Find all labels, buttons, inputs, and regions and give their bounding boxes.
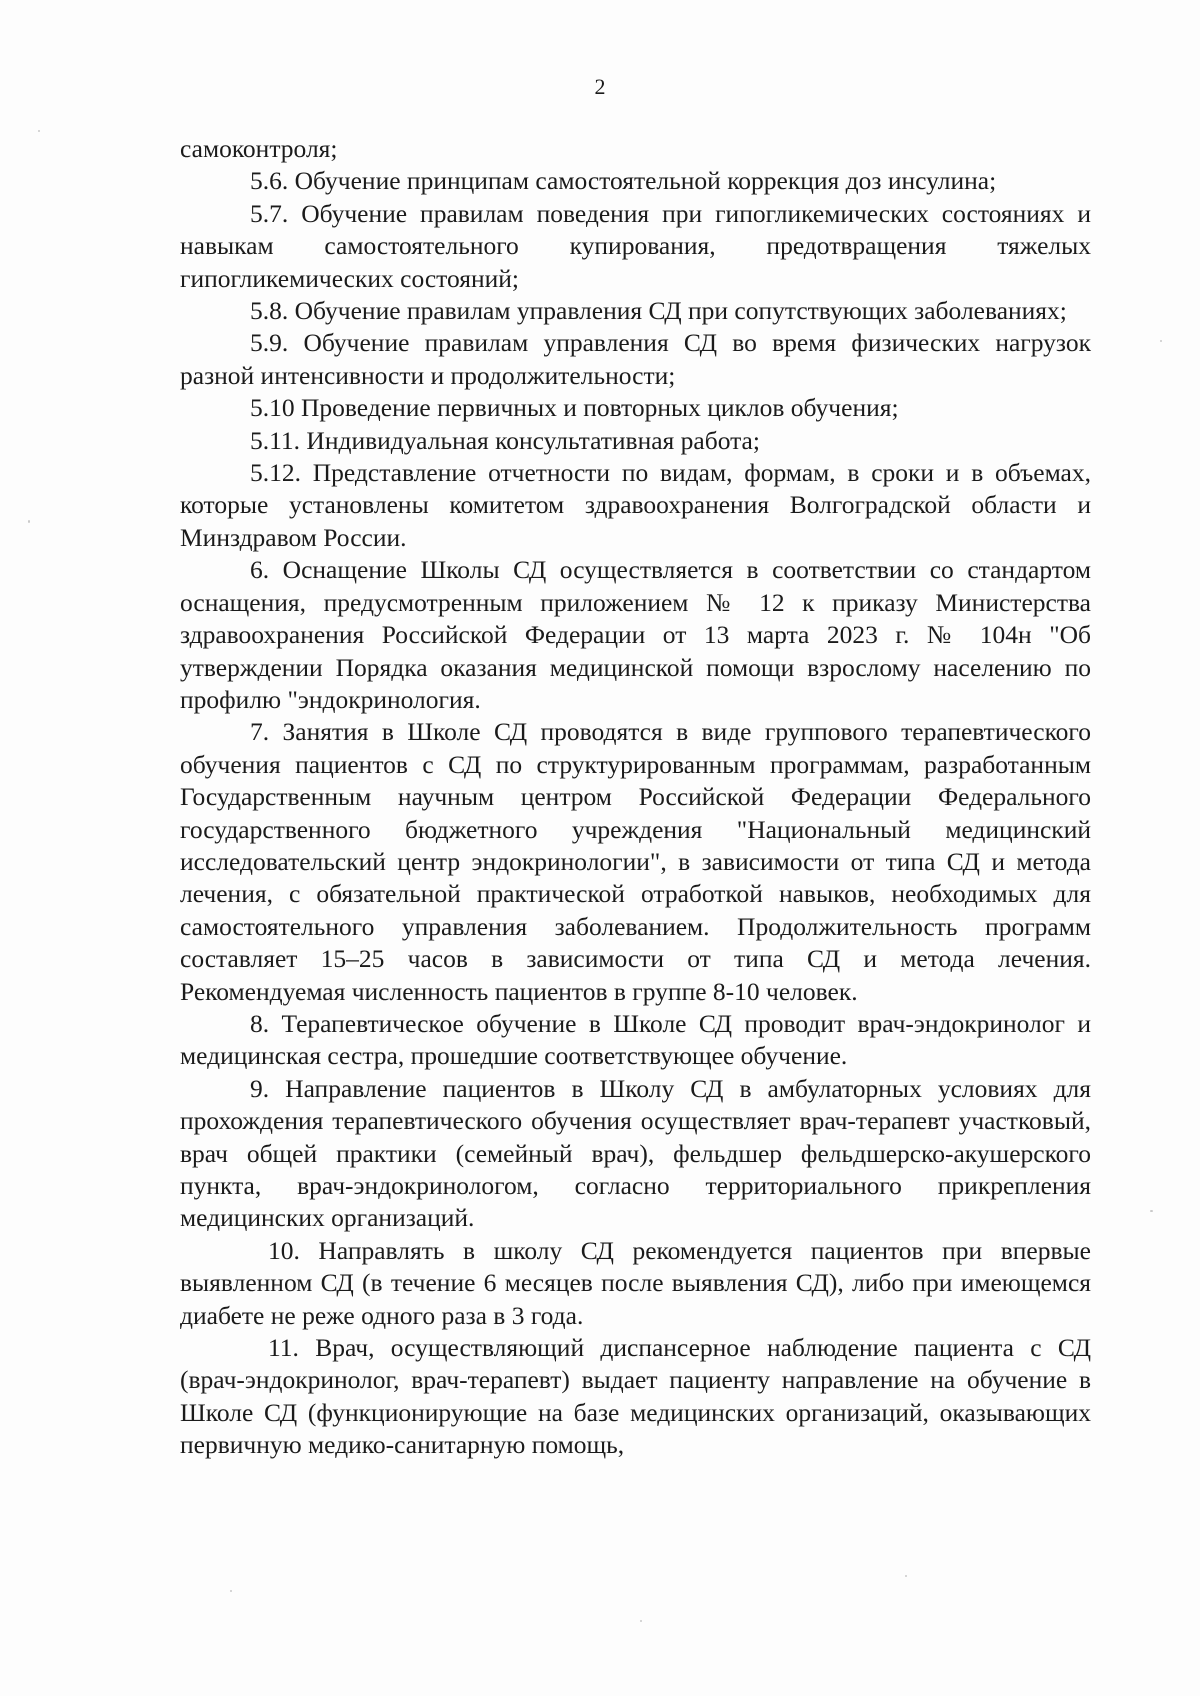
paragraph-10: 10. Направлять в школу СД рекомендуется пациентов при впервые выявленном СД (в течение 6 месяцев после выявления СД), либо при имеющемся диабете не реже одного раза в 3 года. (180, 1235, 1091, 1330)
document-body (180, 133, 1091, 1462)
scan-speck (1160, 340, 1162, 342)
scan-speck (28, 520, 30, 523)
paragraph-5-10: 5.10 Проведение первичных и повторных циклов обучения; (250, 393, 899, 423)
paragraph-5-11: 5.11. Индивидуальная консультативная работа; (250, 425, 760, 455)
paragraph-9: 9. Направление пациентов в Школу СД в амбулаторных условиях для прохождения терапевтического обучения осуществляет врач-терапевт участковый, врач общей практики (семейный врач), фельдшер фельдшерско-акушерского пункта, врач-эндокринологом, согласно территориального прикрепления медицинских организаций. (180, 1073, 1091, 1233)
paragraph-continuation: самоконтроля; (180, 134, 338, 163)
paragraph-5-7: 5.7. Обучение правилам поведения при гипогликемических состояниях и навыкам самостоятельного купирования, предотвращения тяжелых гипогликемических состояний; (180, 198, 1091, 293)
paragraph-7: 7. Занятия в Школе СД проводятся в виде группового терапевтического обучения пациентов с СД по структурированным программам, разработанным Государственным научным центром Российской Федерации Федерального государственного бюджетного учреждения "Национальный медицинский исследовательский центр эндокринологии", в зависимости от типа СД и метода лечения, с обязательной практической отработкой навыков, необходимых для самостоятельного управления заболеванием. Продолжительность программ составляет 15–25 часов в зависимости от типа СД и метода лечения. Рекомендуемая численность пациентов в группе 8-10 человек. (180, 717, 1091, 1006)
scan-speck (38, 130, 40, 132)
paragraph-11: 11. Врач, осуществляющий диспансерное наблюдение пациента с СД (врач-эндокринолог, врач-терапевт) выдает пациенту направление на обучение в Школе СД (функционирующие на базе медицинских организаций, оказывающих первичную медико-санитарную помощь, (180, 1333, 1091, 1460)
scan-speck (230, 1590, 232, 1592)
page-number: 2 (594, 74, 606, 99)
paragraph-6: 6. Оснащение Школы СД осуществляется в соответствии со стандартом оснащения, предусмотренным приложением № 12 к приказу Министерства здравоохранения Российской Федерации от 13 марта 2023 г. № 104н "Об утверждении Порядка оказания медицинской помощи взрослому населению по профилю "эндокринология. (180, 555, 1091, 714)
paragraph-5-6: 5.6. Обучение принципам самостоятельной коррекция доз инсулина; (250, 166, 997, 196)
scan-speck (905, 1575, 907, 1577)
scan-speck (640, 1620, 642, 1622)
scan-speck (1150, 1210, 1153, 1212)
paragraph-5-12: 5.12. Представление отчетности по видам, формам, в сроки и в объемах, которые установлены комитетом здравоохранения Волгоградской области и Минздравом России. (180, 458, 1091, 552)
paragraph-5-9: 5.9. Обучение правилам управления СД во время физических нагрузок разной интенсивности и продолжительности; (180, 328, 1091, 390)
paragraph-8: 8. Терапевтическое обучение в Школе СД проводит врач-эндокринолог и медицинская сестра, прошедшие соответствующее обучение. (180, 1008, 1091, 1071)
paragraph-5-8: 5.8. Обучение правилам управления СД при сопутствующих заболеваниях; (250, 296, 1067, 326)
